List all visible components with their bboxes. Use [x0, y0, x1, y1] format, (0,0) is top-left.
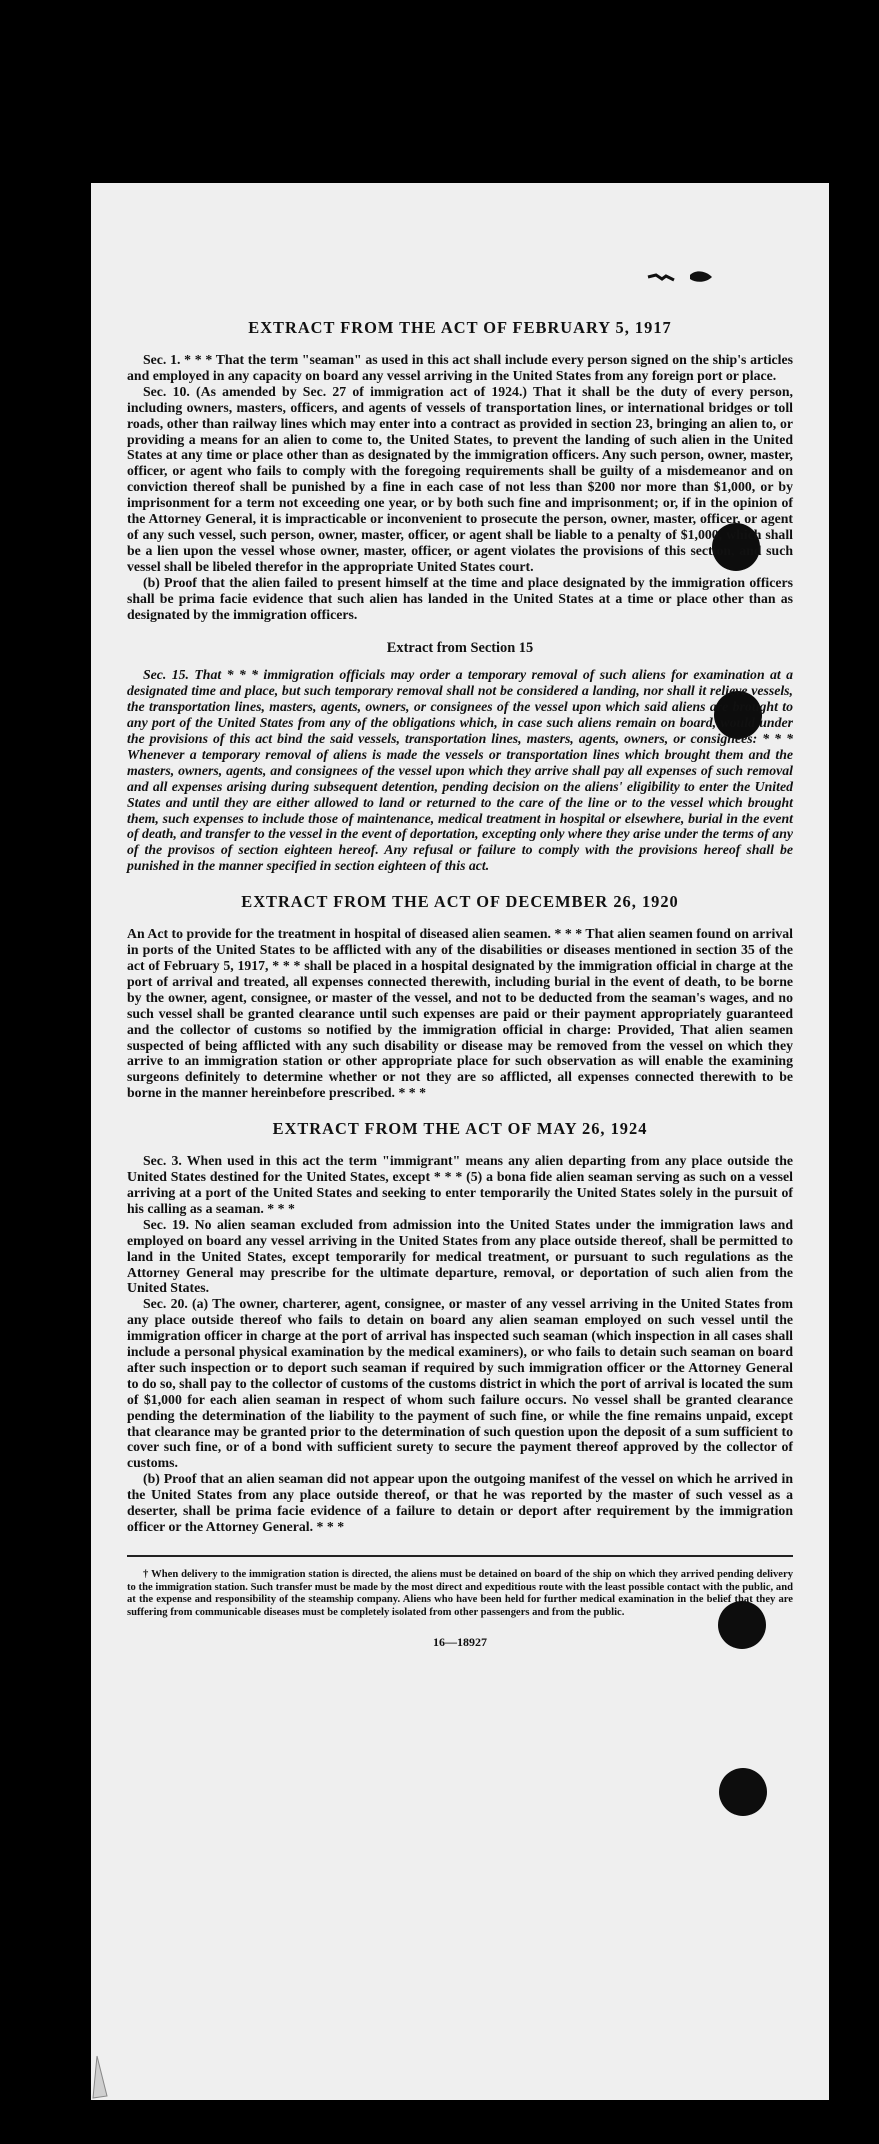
- punch-hole-4: [719, 1768, 767, 1816]
- act-1924-heading: EXTRACT FROM THE ACT OF MAY 26, 1924: [272, 1119, 648, 1139]
- sec15-paragraph: Sec. 15. That * * * immigration officials may order a temporary removal of such aliens for examination at a designated time and place, but such temporary removal shall not be considered a landing, nor shall it relieve vessels, the transportation lines, masters, agents, owners, or consignees of the vessel upon which said aliens are brought to any port of the United States from any of the obligations which, in case such aliens remain on board, would under the provisions of this act bind the said vessels, transportation lines, masters, agents, owners, or consignees: * * * Whenever a temporary removal of aliens is made the vessels or transportation lines which brought them and the masters, owners, agents, and consignees of the vessel upon which they arrive shall pay all expenses of such removal and all expenses arising during subsequent detention, pending decision on the aliens' eligibility to enter the United States and until they are either allowed to land or returned to the care of the line or to the vessel which brought them, such expenses to include those of maintenance, medical treatment in hospital or elsewhere, burial in the event of death, and transfer to the vessel in the event of deportation, excepting only where they arise under the terms of any of the provisos of section eighteen hereof. Any refusal or failure to comply with the provisions hereof shall be punished in the manner specified in section eighteen of this act.: [127, 667, 793, 874]
- act-1924-sec20-b: (b) Proof that an alien seaman did not appear upon the outgoing manifest of the vessel on which he arrived in the United States from any place outside thereof, or that he was reported by the master of such vessel as a deserter, shall be prima facie evidence of a failure to detain or deport after requirement by the immigration officer or the Attorney General. * * *: [127, 1471, 793, 1534]
- act-1920-heading: EXTRACT FROM THE ACT OF DECEMBER 26, 1920: [241, 892, 679, 912]
- document-page: [91, 183, 829, 2100]
- sec15-section: [127, 640, 793, 874]
- act-1924-sec20-a: Sec. 20. (a) The owner, charterer, agent, consignee, or master of any vessel arriving in the United States from any place outside thereof who fails to detain on board any alien seaman employed on such vessel until the immigration officer in charge at the port of arrival has inspected such seaman (which inspection in all cases shall include a personal physical examination by the medical examiners), or who fails to detain such seaman on board after such inspection or to deport such seaman if required by such immigration officer or the Attorney General to do so, shall pay to the collector of customs of the customs district in which the port of arrival is located the sum of $1,000 for each alien seaman in respect of whom such failure occurs. No vessel shall be granted clearance pending the determination of the liability to the payment of such fine, or while the fine remains unpaid, except that clearance may be granted prior to the determination of such question upon the deposit of a sum sufficient to cover such fine, or of a bond with sufficient surety to secure the payment thereof approved by the collector of customs.: [127, 1296, 793, 1471]
- act-1917-sec10-b: (b) Proof that the alien failed to present himself at the time and place designated by the immigration officers shall be prima facie evidence that such alien has landed in the United States at a time or place other than as designated by the immigration officers.: [127, 574, 793, 622]
- ink-mark: [646, 267, 716, 287]
- act-1920-section: [127, 892, 793, 1101]
- act-1917-section: [127, 318, 793, 622]
- sec15-heading: Extract from Section 15: [386, 640, 534, 657]
- form-number: 16—18927: [433, 1635, 487, 1650]
- act-1917-heading: EXTRACT FROM THE ACT OF FEBRUARY 5, 1917: [248, 318, 672, 337]
- act-1924-sec19: Sec. 19. No alien seaman excluded from admission into the United States under the immigration laws and employed on board any vessel arriving in the United States from any place outside thereof, shall be permitted to land in the United States, except temporarily for medical treatment, or pursuant to such regulations as the Attorney General may prescribe for the ultimate departure, removal, or deportation of such alien from the United States.: [127, 1216, 793, 1296]
- document-body: [127, 318, 793, 1650]
- act-1920-paragraph: An Act to provide for the treatment in hospital of diseased alien seamen. * * * That alien seamen found on arrival in ports of the United States to be afflicted with any of the disabilities or diseases mentioned in section 35 of the act of February 5, 1917, * * * shall be placed in a hospital designated by the immigration official in charge at the port of arrival and treated, all expenses connected therewith, including burial in the event of death, to be borne by the owner, agent, consignee, or master of the vessel, and not to be deducted from the seaman's wages, and no such vessel shall be granted clearance until such expenses are paid or their payment appropriately guaranteed and the collector of customs so notified by the immigration official in charge: Provided, That alien seamen suspected of being afflicted with any such disability or disease may be removed from the vessel on which they arrive to an immigration station or other appropriate place for such observation as will enable the examining surgeons definitely to determine whether or not they are so afflicted, all expenses connected therewith to be borne in the manner hereinbefore prescribed. * * *: [127, 926, 793, 1101]
- act-1924-section: [127, 1119, 793, 1535]
- folded-corner: [91, 2040, 151, 2100]
- act-1917-sec1: Sec. 1. * * * That the term "seaman" as used in this act shall include every person signed on the ship's articles and employed in any capacity on board any vessel arriving in the United States from any foreign port or place.: [127, 352, 793, 383]
- act-1924-sec3: Sec. 3. When used in this act the term "immigrant" means any alien departing from any place outside the United States destined for the United States, except * * * (5) a bona fide alien seaman serving as such on a vessel arriving at a port of the United States and seeking to enter temporarily the United States solely in the pursuit of his calling as a seaman. * * *: [127, 1153, 793, 1216]
- footnote-text: † When delivery to the immigration station is directed, the aliens must be detained on board of the ship on which they arrived pending delivery to the immigration station. Such transfer must be made by the most direct and expeditious route with the least possible contact with the public, and at the expense and responsibility of the steamship company. Aliens who have been held for further medical examination in the belief that they are suffering from communicable diseases must be completely isolated from other passengers and from the public.: [127, 1568, 793, 1618]
- act-1917-sec10: Sec. 10. (As amended by Sec. 27 of immigration act of 1924.) That it shall be the duty of every person, including owners, masters, officers, and agents of vessels of transportation lines, or international bridges or toll roads, other than railway lines which may enter into a contract as provided in section 23, bringing an alien to, or providing a means for an alien to come to, the United States, to prevent the landing of such alien in the United States at any time or place other than as designated by the immigration officers. Any such person, owner, master, officer, or agent who fails to comply with the foregoing requirements shall be guilty of a misdemeanor and on conviction thereof shall be punished by a fine in each case of not less than $200 nor more than $1,000, or by imprisonment for a term not exceeding one year, or by both such fine and imprisonment; or, if in the opinion of the Attorney General, it is impracticable or inconvenient to prosecute the person, owner, master, officer, or agent of any such vessel, such person, owner, master, officer, or agent shall be liable to a penalty of $1,000, which shall be a lien upon the vessel whose owner, master, officer, or agent violates the provisions of this section, and such vessel shall be libeled therefor in the appropriate United States court.: [127, 383, 793, 574]
- footnote-divider: [127, 1555, 793, 1557]
